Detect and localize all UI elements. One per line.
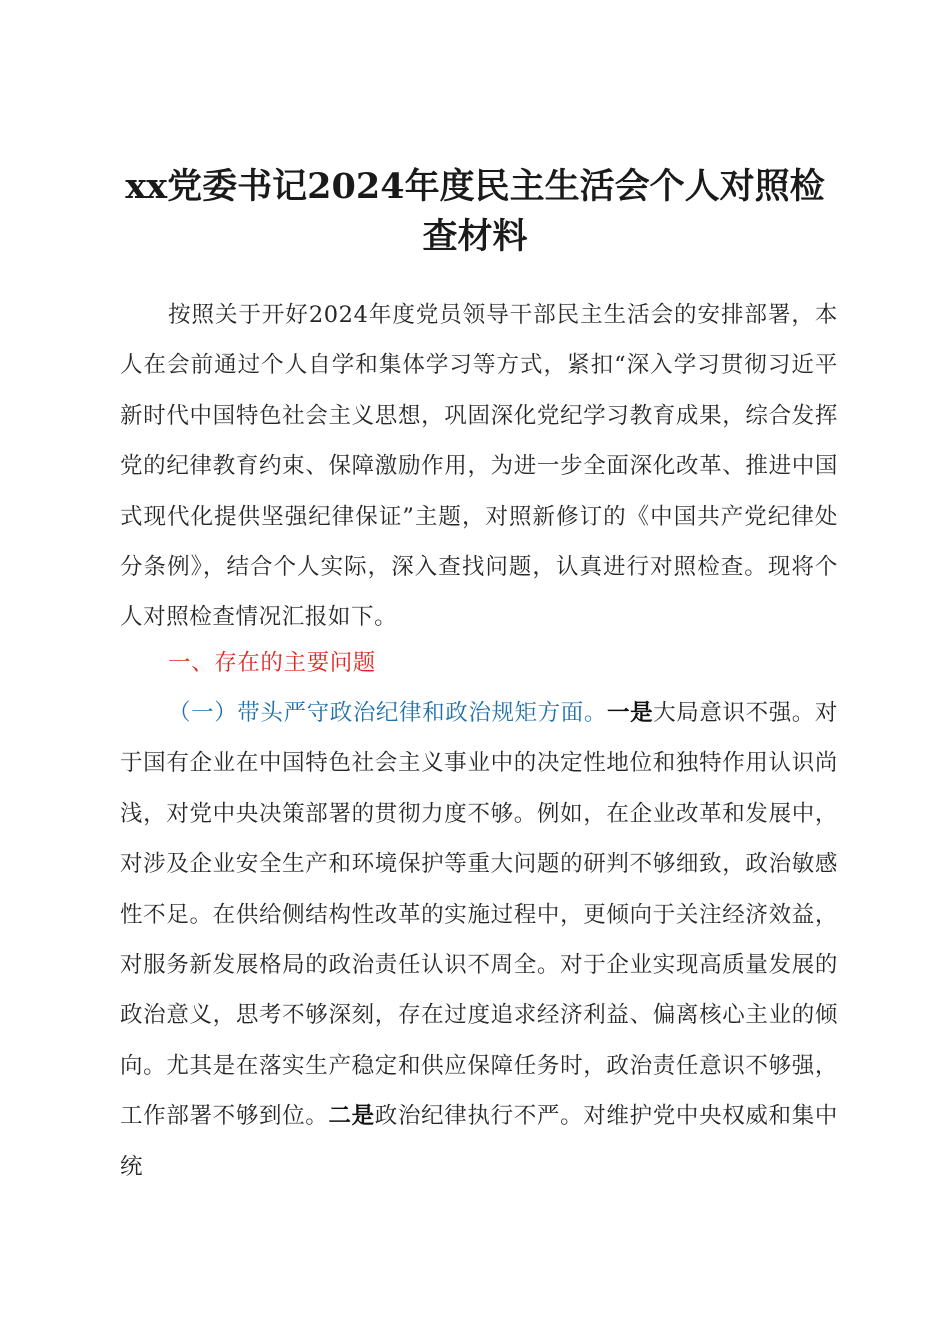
point-1-text: 大局意识不强。对于国有企业在中国特色社会主义事业中的决定性地位和独特作用认识尚浅，对党中央决策部署的贯彻力度不够。例如，在企业改革和发展中，对涉及企业安全生产和环境保护等重大问题的研判不够细致，政治敏感性不足。在供给侧结构性改革的实施过程中，更倾向于关注经济效益，对服务新发展格局的政治责任认识不周全。对于企业实现高质量发展的政治意义，思考不够深刻，存在过度追求经济利益、偏离核心主业的倾向。尤其是在落实生产稳定和供应保障任务时，政治责任意识不够强，工作部署不够到位。 [120,700,839,1130]
title-line-1: xx党委书记2024年度民主生活会个人对照检 [125,166,825,207]
intro-paragraph: 按照关于开好2024年度党员领导干部民主生活会的安排部署，本人在会前通过个人自学和集体学习等方式，紧扣“深入学习贯彻习近平新时代中国特色社会主义思想，巩固深化党纪学习教育成果，综合发挥党的纪律教育约束、保障激励作用，为进一步全面深化改革、推进中国式现代化提供坚强纪律保证”主题，对照新修订的《中国共产党纪律处分条例》，结合个人实际，深入查找问题，认真进行对照检查。现将个人对照检查情况汇报如下。 [120,302,838,631]
point-2-label: 二是 [328,1103,375,1130]
title-line-2: 查材料 [422,216,528,257]
section-heading: 一、存在的主要问题 [168,650,376,676]
point-2-text: 政治纪律执行不严。对维护党中央权威和集中统 [120,1103,838,1180]
subsection-heading: （一）带头严守政治纪律和政治规矩方面。 [168,700,607,726]
point-1-label: 一是 [606,700,654,726]
problem-paragraph [120,688,838,1192]
document-title [100,162,850,262]
